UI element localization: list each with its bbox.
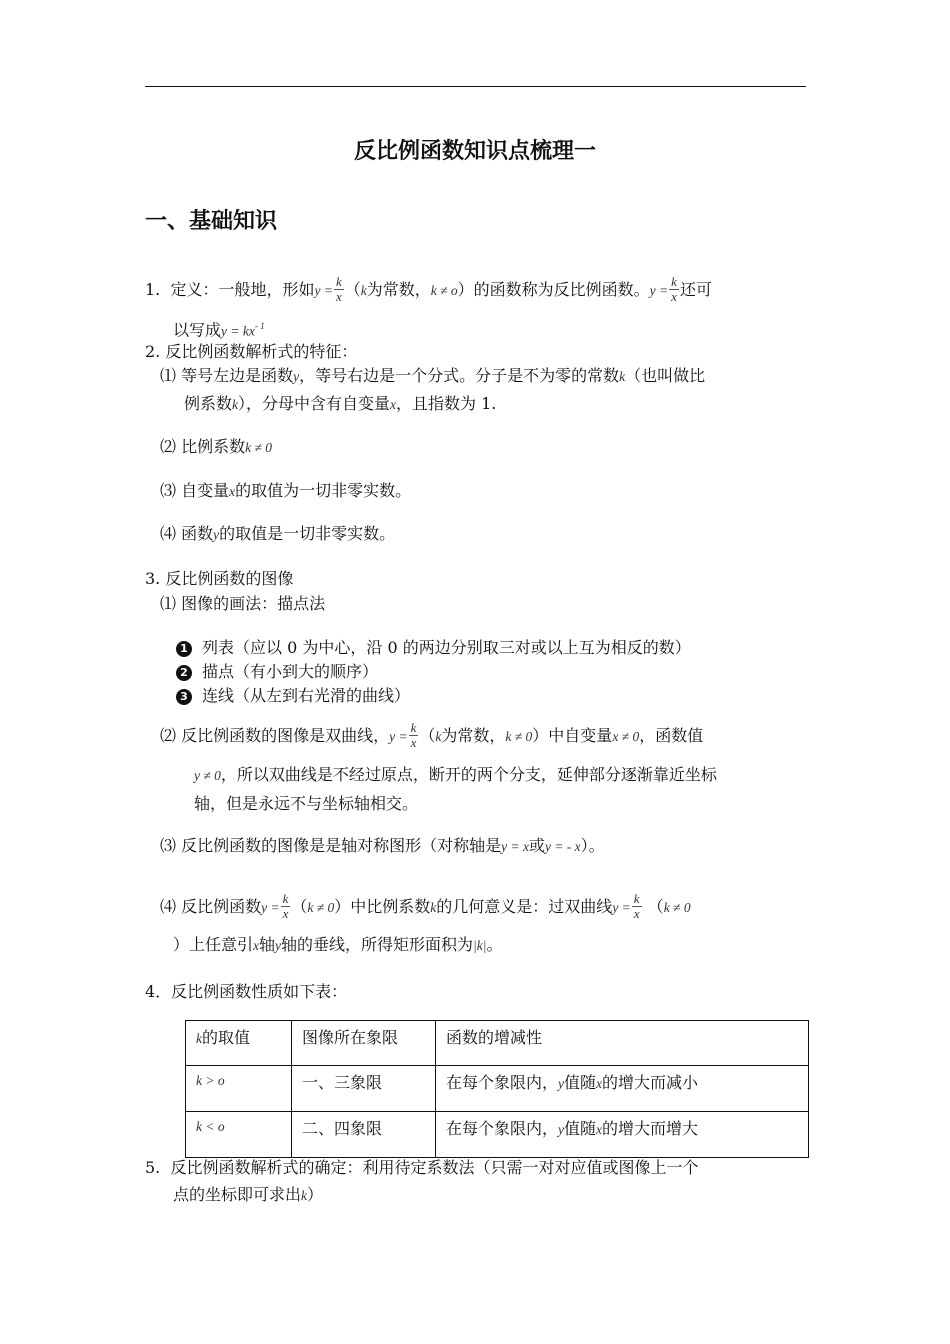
text: 例系数 xyxy=(184,394,233,413)
numerator: k xyxy=(335,274,342,289)
text: （也叫做比 xyxy=(625,366,706,385)
text: 为常数， xyxy=(366,280,431,299)
text: ）。 xyxy=(580,836,605,855)
denominator: x xyxy=(671,289,677,304)
item-3-1: ⑴ 图像的画法：描点法 xyxy=(160,594,326,613)
text: ，函数值 xyxy=(639,726,704,745)
math: k ≠ 0 xyxy=(663,900,691,915)
numerator: k xyxy=(671,274,677,289)
text: 还可 xyxy=(679,280,712,299)
math: x ≠ 0 xyxy=(612,729,640,744)
math: k xyxy=(196,1031,202,1046)
text: ⑵ 反比例函数的图像是双曲线， xyxy=(160,726,390,745)
text: 轴的垂线，所得矩形面积为 xyxy=(281,935,474,954)
math: y = xyxy=(261,900,280,915)
math: y = xyxy=(389,729,408,744)
table-cell xyxy=(186,1112,292,1158)
numerator: k xyxy=(282,891,289,906)
math: x xyxy=(229,484,236,499)
fraction-k-over-x xyxy=(334,275,344,304)
math: y = xyxy=(314,283,333,298)
math: k < o xyxy=(196,1119,225,1134)
text: 以写成 xyxy=(173,320,222,340)
text: ） xyxy=(307,1185,324,1204)
item-2-3 xyxy=(160,481,411,502)
math: k ≠ 0 xyxy=(307,900,335,915)
text: 的取值 xyxy=(202,1028,251,1047)
text: （ xyxy=(291,897,308,916)
math: k > o xyxy=(196,1073,225,1088)
text: 轴 xyxy=(259,935,276,954)
table-row xyxy=(186,1066,809,1112)
item-3-2-line-2 xyxy=(194,765,717,786)
math: y xyxy=(275,938,282,953)
item-2-1-line-2 xyxy=(184,394,496,415)
item-3-3 xyxy=(160,836,605,857)
item-2-2 xyxy=(160,437,272,458)
item-5-line-2 xyxy=(173,1185,323,1206)
circled-number: 2 xyxy=(176,665,192,681)
math: k xyxy=(232,397,239,412)
text: ，且指数为 1. xyxy=(396,394,497,413)
properties-table xyxy=(185,1020,809,1158)
fraction-k-over-x xyxy=(281,892,291,921)
math: x xyxy=(390,397,397,412)
math: k xyxy=(360,283,367,298)
math: k xyxy=(430,900,437,915)
page-title: 反比例函数知识点梳理一 xyxy=(353,139,596,164)
header-rule xyxy=(145,86,806,87)
text: 。 xyxy=(486,935,503,954)
text: 的取值为一切非零实数。 xyxy=(235,481,412,500)
math: x xyxy=(253,938,260,953)
math: k xyxy=(301,1188,308,1203)
text: ⑴ 等号左边是函数 xyxy=(160,366,294,385)
item-5-line-1 xyxy=(145,1158,698,1178)
math: k xyxy=(435,729,442,744)
text: ⑶ 反比例函数的图像是是轴对称图形（对称轴是 xyxy=(160,836,502,855)
item-1-line-2 xyxy=(173,316,265,341)
table-cell xyxy=(436,1066,809,1112)
fraction-k-over-x xyxy=(409,721,419,750)
text: 定义：一般地，形如 xyxy=(170,280,315,299)
math: y = - x xyxy=(544,839,581,854)
item-4-heading: 4．反比例函数性质如下表： xyxy=(145,982,348,1001)
item-3-2-line-3: 轴，但是永远不与坐标轴相交。 xyxy=(194,794,419,813)
item-1-line-1 xyxy=(145,276,712,305)
text: 连线（从左到右光滑的曲线） xyxy=(202,686,411,705)
item-3-2-line-1 xyxy=(160,722,703,751)
math: y xyxy=(558,1076,565,1091)
item-3-heading: 3. 反比例函数的图像 xyxy=(145,569,294,588)
math: y = kx xyxy=(221,323,255,339)
table-cell xyxy=(436,1112,809,1158)
table-row xyxy=(186,1112,809,1158)
text: 描点（有小到大的顺序） xyxy=(202,662,379,681)
numerator: k xyxy=(410,720,417,735)
text: 列表（应以 0 为中心，沿 0 的两边分别取三对或以上互为相反的数） xyxy=(202,638,691,657)
table-header-row xyxy=(186,1021,809,1066)
denominator: x xyxy=(282,906,289,921)
text: 反比例函数解析式的确定：利用待定系数法（只需一对对应值或图像上一个 xyxy=(170,1158,699,1177)
item-2-heading: 2. 反比例函数解析式的特征： xyxy=(145,342,358,361)
denominator: x xyxy=(410,735,417,750)
text: （ xyxy=(344,280,361,299)
text: （ xyxy=(419,726,436,745)
text: 或 xyxy=(528,836,545,855)
table-header-cell xyxy=(186,1021,292,1066)
text: 在每个象限内， xyxy=(446,1073,559,1092)
fraction-k-over-x xyxy=(669,275,679,304)
circled-number: 3 xyxy=(176,689,192,705)
text: 的增大而增大 xyxy=(602,1119,699,1138)
text: ⑵ 比例系数 xyxy=(160,437,246,456)
math: k ≠ 0 xyxy=(245,440,272,455)
math: y ≠ 0 xyxy=(194,768,221,783)
math: k xyxy=(619,369,626,384)
text: 值随 xyxy=(564,1073,597,1092)
math: x xyxy=(596,1122,603,1137)
table-header-cell: 图像所在象限 xyxy=(292,1021,436,1066)
text: 的取值是一切非零实数。 xyxy=(219,524,396,543)
math: k ≠ o xyxy=(430,283,458,298)
text: 的增大而减小 xyxy=(602,1073,699,1092)
table-cell xyxy=(186,1066,292,1112)
text: ⑷ 函数 xyxy=(160,524,214,543)
text: 为常数， xyxy=(441,726,506,745)
item-2-4 xyxy=(160,524,395,545)
item-3-4-line-1 xyxy=(160,893,691,922)
table-header-cell: 函数的增减性 xyxy=(436,1021,809,1066)
math: |k| xyxy=(473,938,487,953)
math: y xyxy=(213,527,220,542)
text: （ xyxy=(647,897,664,916)
text: ），分母中含有自变量 xyxy=(238,394,391,413)
math: y = xyxy=(612,900,631,915)
denominator: x xyxy=(633,906,640,921)
text: ，等号右边是一个分式。分子是不为零的常数 xyxy=(299,366,620,385)
text: ）上任意引 xyxy=(173,935,254,954)
text: ⑷ 反比例函数 xyxy=(160,897,262,916)
fraction-k-over-x xyxy=(632,892,642,921)
item-2-1-line-1 xyxy=(160,366,705,387)
text: ⑶ 自变量 xyxy=(160,481,230,500)
math: y = x xyxy=(501,839,529,854)
text: 的几何意义是：过双曲线 xyxy=(436,897,613,916)
exponent: - 1 xyxy=(254,321,265,331)
text: 点的坐标即可求出 xyxy=(173,1185,302,1204)
text: ）的函数称为反比例函数。 xyxy=(457,280,650,299)
step-1 xyxy=(176,638,691,658)
text: 值随 xyxy=(564,1119,597,1138)
step-2 xyxy=(176,662,378,682)
math: x xyxy=(596,1076,603,1091)
numerator: k xyxy=(633,891,640,906)
step-3 xyxy=(176,686,410,706)
text: 在每个象限内， xyxy=(446,1119,559,1138)
item-number: 5. xyxy=(145,1158,161,1177)
math: k ≠ 0 xyxy=(505,729,533,744)
text: ）中自变量 xyxy=(532,726,613,745)
item-3-4-line-2 xyxy=(173,935,502,956)
text: ，所以双曲线是不经过原点，断开的两个分支，延伸部分逐渐靠近坐标 xyxy=(220,765,717,784)
math: y xyxy=(293,369,300,384)
text: ）中比例系数 xyxy=(334,897,431,916)
math: y xyxy=(558,1122,565,1137)
math: y = xyxy=(649,283,669,298)
table-cell: 一、三象限 xyxy=(292,1066,436,1112)
section-heading: 一、基础知识 xyxy=(145,209,278,234)
item-number: 1. xyxy=(145,280,161,299)
denominator: x xyxy=(335,289,342,304)
circled-number: 1 xyxy=(176,641,192,657)
table-cell: 二、四象限 xyxy=(292,1112,436,1158)
